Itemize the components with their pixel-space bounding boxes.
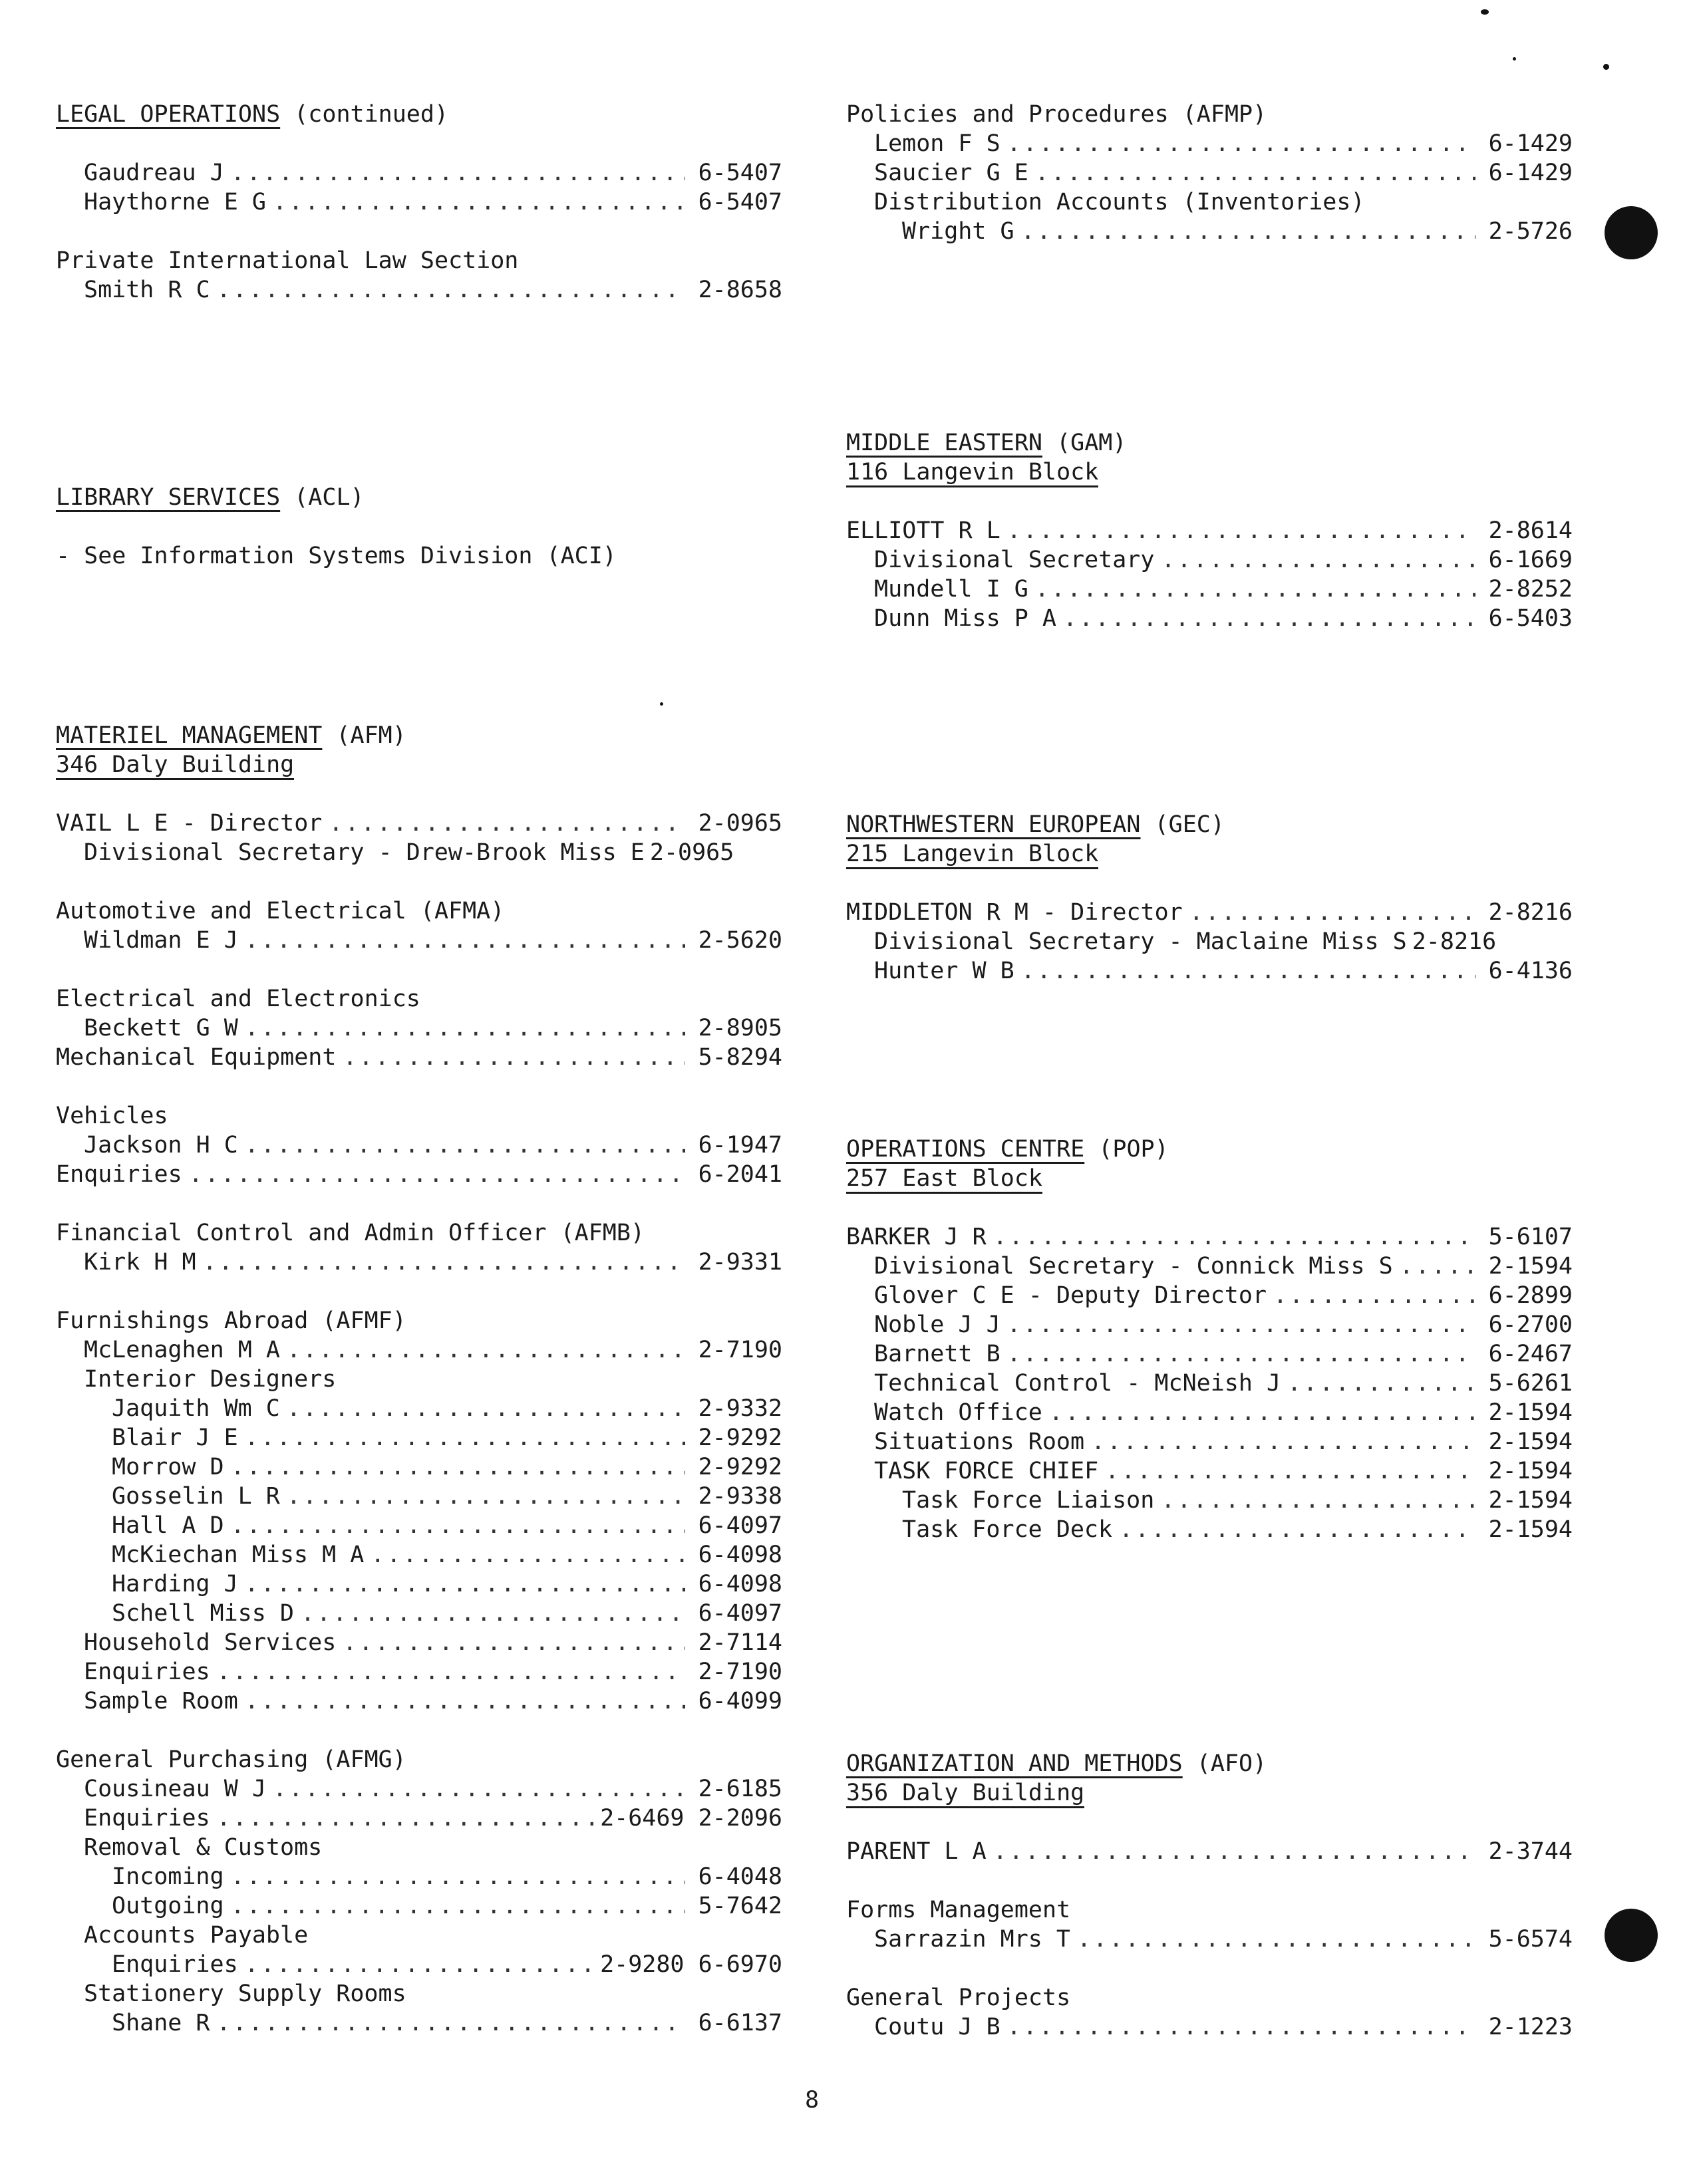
directory-entry: Gaudreau J ..... 6-5407 (56, 158, 782, 188)
punch-hole-icon (1605, 1909, 1658, 1962)
directory-entry: Harding J ..... 6-4098 (56, 1570, 782, 1599)
directory-entry: Situations Room ..... 2-1594 (846, 1427, 1573, 1456)
section-address: 346 Daly Building (56, 750, 782, 779)
subsection-heading: Private International Law Section (56, 247, 519, 274)
directory-entry: VAIL L E - Director ..... 2-0965 (56, 809, 782, 838)
directory-entry: Mundell I G ..... 2-8252 (846, 575, 1573, 604)
directory-entry: Mechanical Equipment ..... 5-8294 (56, 1043, 782, 1072)
section-legal-operations (56, 100, 782, 305)
directory-entry: Hall A D ..... 6-4097 (56, 1511, 782, 1540)
subsection-heading: General Purchasing (AFMG) (56, 1746, 406, 1773)
directory-entry: Sarrazin Mrs T ..... 5-6574 (846, 1925, 1573, 1954)
section-library-services (56, 483, 782, 571)
directory-entry: Gosselin L R ..... 2-9338 (56, 1482, 782, 1511)
section-code: (GEC) (1140, 811, 1225, 838)
directory-entry: Haythorne E G ..... 6-5407 (56, 188, 782, 217)
section-title: ORGANIZATION AND METHODS (846, 1750, 1183, 1777)
directory-entry: Enquiries ..... 2-6469 2-2096 (56, 1804, 782, 1833)
section-title: MATERIEL MANAGEMENT (56, 722, 323, 749)
directory-entry: Dunn Miss P A ..... 6-5403 (846, 604, 1573, 633)
section-heading (846, 1749, 1573, 1778)
directory-entry: Divisional Secretary - Drew-Brook Miss E 2-0965 (84, 839, 734, 866)
directory-entry: Jackson H C ..... 6-1947 (56, 1131, 782, 1160)
section-address: 215 Langevin Block (846, 839, 1573, 869)
section-code: (AFO) (1182, 1750, 1267, 1777)
directory-entry: Noble J J ..... 6-2700 (846, 1310, 1573, 1339)
page-number: 8 (805, 2087, 820, 2114)
subsection-heading: Forms Management (846, 1897, 1071, 1923)
directory-entry: ELLIOTT R L ..... 2-8614 (846, 516, 1573, 545)
directory-entry: Divisional Secretary - Maclaine Miss S 2-8216 (874, 928, 1497, 955)
section-code: (ACL) (280, 484, 365, 511)
section-northwestern-european (846, 810, 1573, 986)
subsection-heading: Removal & Customs (84, 1834, 323, 1861)
section-title: LEGAL OPERATIONS (56, 101, 281, 128)
section-title: LIBRARY SERVICES (56, 484, 281, 511)
see-also-note: - See Information Systems Division (ACI) (56, 543, 617, 569)
subsection-heading: Electrical and Electronics (56, 986, 420, 1012)
section-code: (AFM) (322, 722, 406, 749)
subsection-heading: Financial Control and Admin Officer (AFMB) (56, 1220, 645, 1246)
section-heading (846, 1135, 1573, 1164)
section-address: 257 East Block (846, 1164, 1573, 1193)
section-address: 116 Langevin Block (846, 458, 1573, 487)
directory-entry: Coutu J B ..... 2-1223 (846, 2012, 1573, 2042)
section-heading (846, 428, 1573, 458)
directory-entry: Technical Control - McNeish J ..... 5-6261 (846, 1369, 1573, 1398)
subsection-heading: Policies and Procedures (AFMP) (846, 101, 1267, 128)
directory-entry: Lemon F S ..... 6-1429 (846, 129, 1573, 158)
section-code: (GAM) (1042, 430, 1127, 456)
directory-entry: Shane R ..... 6-6137 (56, 2008, 782, 2038)
directory-entry: Blair J E ..... 2-9292 (56, 1423, 782, 1452)
directory-entry: Beckett G W ..... 2-8905 (56, 1014, 782, 1043)
directory-entry: Glover C E - Deputy Director ..... 6-2899 (846, 1281, 1573, 1310)
directory-entry: MIDDLETON R M - Director ..... 2-8216 (846, 898, 1573, 927)
section-materiel-management (56, 721, 782, 2038)
directory-entry: Wildman E J ..... 2-5620 (56, 926, 782, 955)
directory-entry: Household Services ..... 2-7114 (56, 1628, 782, 1657)
directory-entry: Enquiries ..... 6-2041 (56, 1160, 782, 1189)
directory-entry: Saucier G E ..... 6-1429 (846, 158, 1573, 188)
directory-entry: Cousineau W J ..... 2-6185 (56, 1774, 782, 1804)
subsection-heading: Furnishings Abroad (AFMF) (56, 1307, 406, 1334)
section-heading (56, 483, 782, 512)
section-policies-procedures (846, 100, 1573, 246)
directory-entry: Incoming ..... 6-4048 (56, 1862, 782, 1891)
directory-entry: Wright G ..... 2-5726 (846, 217, 1573, 246)
section-address: 356 Daly Building (846, 1778, 1573, 1808)
directory-entry: Watch Office ..... 2-1594 (846, 1398, 1573, 1427)
subsection-heading: Accounts Payable (84, 1922, 309, 1949)
scan-speck (1603, 64, 1609, 70)
directory-entry: Schell Miss D ..... 6-4097 (56, 1599, 782, 1628)
directory-entry: McKiechan Miss M A ..... 6-4098 (56, 1540, 782, 1570)
directory-entry: Smith R C ..... 2-8658 (56, 275, 782, 305)
directory-entry: Enquiries ..... 2-7190 (56, 1657, 782, 1687)
section-title: NORTHWESTERN EUROPEAN (846, 811, 1141, 838)
directory-entry: Kirk H M ..... 2-9331 (56, 1248, 782, 1277)
directory-entry: Barnett B ..... 6-2467 (846, 1339, 1573, 1369)
directory-entry: Morrow D ..... 2-9292 (56, 1452, 782, 1482)
section-middle-eastern (846, 428, 1573, 633)
scan-speck (660, 702, 663, 706)
directory-entry: Divisional Secretary - Connick Miss S ..... 2-1594 (846, 1252, 1573, 1281)
subsection-heading: Distribution Accounts (Inventories) (874, 189, 1365, 215)
section-heading (56, 721, 782, 750)
punch-hole-icon (1605, 206, 1658, 259)
subsection-heading: Interior Designers (84, 1366, 337, 1393)
section-title: OPERATIONS CENTRE (846, 1136, 1085, 1162)
directory-entry: Divisional Secretary ..... 6-1669 (846, 545, 1573, 575)
subsection-heading: Vehicles (56, 1103, 168, 1129)
directory-entry: Sample Room ..... 6-4099 (56, 1687, 782, 1716)
section-title: MIDDLE EASTERN (846, 430, 1043, 456)
directory-entry: Enquiries ..... 2-9280 6-6970 (56, 1950, 782, 1979)
directory-entry: Task Force Liaison ..... 2-1594 (846, 1486, 1573, 1515)
directory-entry: BARKER J R ..... 5-6107 (846, 1222, 1573, 1252)
directory-entry: PARENT L A ..... 2-3744 (846, 1837, 1573, 1866)
directory-entry: McLenaghen M A ..... 2-7190 (56, 1335, 782, 1365)
directory-entry: Outgoing ..... 5-7642 (56, 1891, 782, 1921)
section-code: (POP) (1084, 1136, 1169, 1162)
directory-entry: Task Force Deck ..... 2-1594 (846, 1515, 1573, 1544)
subsection-heading: Stationery Supply Rooms (84, 1980, 406, 2007)
scan-speck (1513, 57, 1516, 61)
directory-entry: TASK FORCE CHIEF ..... 2-1594 (846, 1456, 1573, 1486)
section-heading (846, 810, 1573, 839)
subsection-heading: Automotive and Electrical (AFMA) (56, 898, 505, 924)
scan-speck (1481, 9, 1489, 15)
section-heading (56, 100, 782, 129)
section-operations-centre (846, 1135, 1573, 1544)
subsection-heading: General Projects (846, 1984, 1071, 2011)
directory-entry: Jaquith Wm C ..... 2-9332 (56, 1394, 782, 1423)
section-organization-methods (846, 1749, 1573, 2042)
section-suffix: (continued) (280, 101, 449, 128)
directory-entry: Hunter W B ..... 6-4136 (846, 956, 1573, 986)
